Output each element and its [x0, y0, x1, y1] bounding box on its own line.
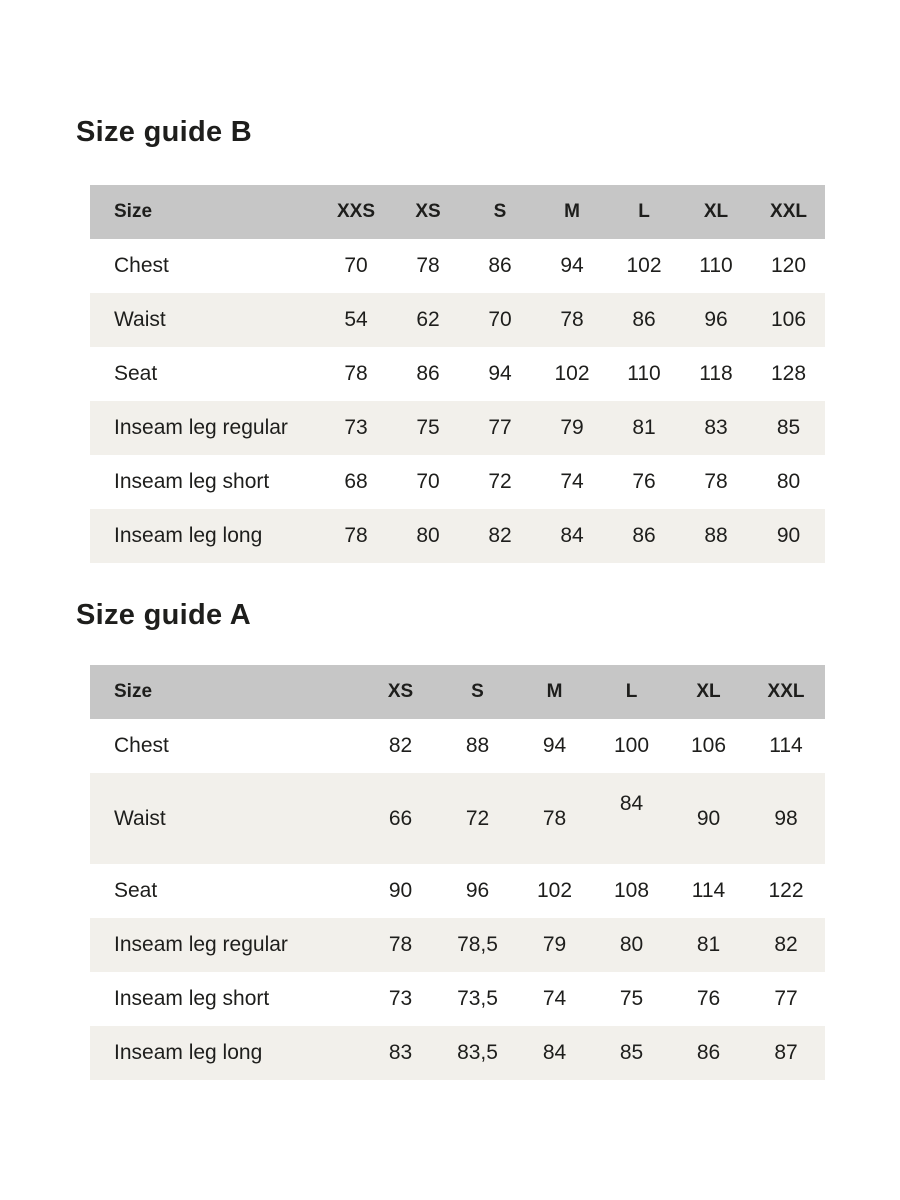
size-value-cell: 94	[542, 734, 567, 757]
size-value-cell: 74	[560, 470, 584, 493]
size-value-cell: 73	[388, 987, 413, 1010]
size-guide-b-title: Size guide B	[76, 116, 253, 148]
size-value-cell: 68	[344, 470, 368, 493]
size-value-cell: 72	[465, 806, 490, 830]
raised-value: 84	[619, 791, 644, 815]
table-row	[90, 347, 825, 401]
size-guide-a-table	[90, 665, 825, 1080]
table-row	[90, 401, 825, 455]
size-value-cell: 70	[488, 308, 512, 331]
table-row	[90, 773, 825, 864]
size-value-cell: 100	[613, 734, 650, 757]
size-value-cell: 118	[699, 362, 733, 385]
size-value-cell: 110	[627, 362, 661, 385]
size-value-cell: 86	[632, 524, 656, 547]
table-b-col-s: S	[493, 201, 507, 222]
size-value-cell: 102	[554, 362, 590, 385]
size-value-cell: 86	[696, 1041, 721, 1064]
size-value-cell: 78	[542, 806, 567, 830]
size-value-cell: 90	[776, 524, 801, 547]
table-a-col-l: L	[625, 681, 638, 702]
table-b-col-xl: XL	[703, 201, 729, 222]
size-value-cell: 90	[388, 879, 413, 902]
table-row	[90, 239, 825, 293]
table-b-col-l: L	[638, 201, 650, 222]
size-value-cell: 81	[696, 933, 721, 956]
size-value-cell: 78	[344, 362, 368, 385]
size-value-cell: 120	[770, 254, 807, 277]
table-a-col-xl: XL	[696, 681, 721, 702]
size-value-cell: 75	[416, 416, 440, 439]
row-label: Inseam leg short	[114, 470, 270, 493]
table-row	[90, 972, 825, 1026]
table-b-col-xxl: XXL	[770, 201, 807, 222]
size-guide-b-table	[90, 185, 825, 563]
size-value-cell: 94	[488, 362, 512, 385]
size-value-cell: 78	[560, 308, 584, 331]
size-value-cell: 75	[619, 987, 644, 1010]
table-row	[90, 864, 825, 918]
size-value-cell: 78	[416, 254, 440, 277]
size-value-cell: 86	[488, 254, 512, 277]
size-value-cell: 79	[560, 416, 584, 439]
size-value-cell: 82	[774, 933, 798, 956]
table-row	[90, 918, 825, 972]
size-value-cell: 79	[542, 933, 567, 956]
table-row	[90, 719, 825, 773]
row-label: Inseam leg regular	[114, 416, 288, 439]
size-value-cell: 73,5	[457, 987, 498, 1010]
size-value-cell: 72	[488, 470, 512, 493]
table-a-col-xxl: XXL	[767, 681, 805, 702]
size-guide-a-title: Size guide A	[76, 599, 251, 631]
table-a-col-xs: XS	[387, 681, 414, 702]
row-label: Inseam leg short	[114, 987, 270, 1010]
size-value-cell: 77	[774, 987, 798, 1010]
size-value-cell: 90	[696, 806, 721, 830]
size-value-cell: 110	[699, 254, 733, 277]
table-b-size-header: Size	[114, 201, 153, 222]
row-label: Chest	[114, 734, 169, 757]
table-a-header-row	[90, 665, 825, 719]
size-value-cell: 80	[619, 933, 644, 956]
size-value-cell: 94	[560, 254, 584, 277]
size-value-cell: 96	[465, 879, 490, 902]
size-value-cell	[593, 773, 670, 864]
table-a-col-s: S	[471, 681, 484, 702]
size-value-cell: 77	[488, 416, 512, 439]
size-value-cell: 102	[536, 879, 573, 902]
size-value-cell: 76	[632, 470, 656, 493]
table-b-col-xxs: XXS	[336, 201, 376, 222]
size-value-cell: 128	[770, 362, 807, 385]
size-value-cell: 74	[542, 987, 567, 1010]
size-value-cell: 85	[776, 416, 801, 439]
table-row	[90, 455, 825, 509]
size-value-cell: 54	[344, 308, 368, 331]
size-value-cell: 86	[416, 362, 440, 385]
row-label: Inseam leg long	[114, 1041, 263, 1064]
size-value-cell: 114	[691, 879, 726, 902]
size-value-cell: 80	[776, 470, 801, 493]
size-value-cell: 98	[774, 806, 798, 830]
row-label: Waist	[114, 308, 166, 331]
size-value-cell: 122	[768, 879, 804, 902]
size-value-cell: 82	[488, 524, 512, 547]
size-value-cell: 84	[542, 1041, 567, 1064]
row-label: Seat	[114, 362, 158, 385]
size-value-cell: 83	[704, 416, 728, 439]
size-value-cell: 102	[626, 254, 662, 277]
size-value-cell: 88	[704, 524, 728, 547]
size-value-cell: 83,5	[457, 1041, 498, 1064]
size-value-cell: 78,5	[457, 933, 498, 956]
size-value-cell: 78	[704, 470, 728, 493]
size-value-cell: 81	[632, 416, 656, 439]
table-row	[90, 1026, 825, 1080]
table-b-col-m: M	[564, 201, 580, 222]
size-value-cell: 88	[465, 734, 490, 757]
table-b-header-row	[90, 185, 825, 239]
size-value-cell: 80	[416, 524, 440, 547]
size-value-cell: 70	[344, 254, 368, 277]
row-label: Inseam leg long	[114, 524, 263, 547]
row-label: Waist	[114, 806, 166, 830]
table-a-col-m: M	[546, 681, 563, 702]
size-value-cell: 85	[619, 1041, 644, 1064]
row-label: Seat	[114, 879, 158, 902]
size-value-cell: 87	[774, 1041, 798, 1064]
size-value-cell: 106	[770, 308, 807, 331]
row-label: Chest	[114, 254, 169, 277]
size-value-cell: 66	[388, 806, 413, 830]
size-value-cell: 84	[560, 524, 584, 547]
size-value-cell: 83	[388, 1041, 413, 1064]
table-b-col-xs: XS	[415, 201, 441, 222]
size-value-cell: 82	[388, 734, 413, 757]
size-value-cell: 78	[344, 524, 368, 547]
table-row	[90, 509, 825, 563]
size-value-cell: 78	[388, 933, 413, 956]
table-row	[90, 293, 825, 347]
size-value-cell: 86	[632, 308, 656, 331]
row-label: Inseam leg regular	[114, 933, 288, 956]
size-value-cell: 108	[613, 879, 650, 902]
size-value-cell: 73	[344, 416, 368, 439]
size-value-cell: 114	[769, 734, 803, 757]
size-value-cell: 70	[416, 470, 440, 493]
size-value-cell: 106	[690, 734, 727, 757]
size-value-cell: 76	[696, 987, 721, 1010]
size-value-cell: 96	[704, 308, 728, 331]
table-a-size-header: Size	[114, 681, 153, 702]
size-value-cell: 62	[416, 308, 440, 331]
